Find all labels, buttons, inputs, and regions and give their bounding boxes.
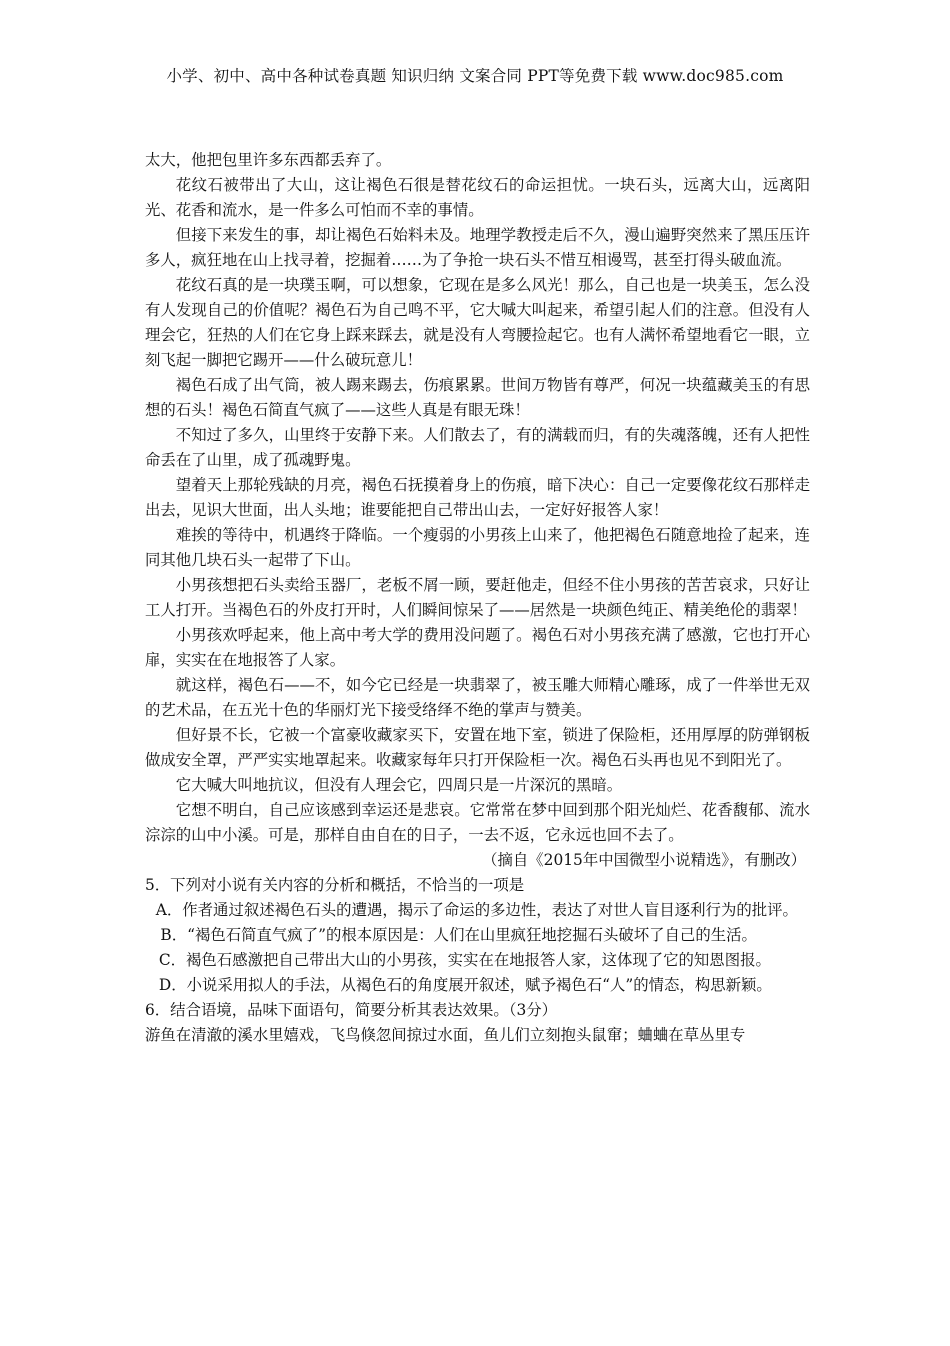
- story-paragraph: 花纹石真的是一块璞玉啊，可以想象，它现在是多么风光！那么，自己也是一块美玉，怎么没有人发现自己的价值呢？褐色石为自己鸣不平，它大喊大叫起来，希望引起人们的注意。但没有人理会它，狂热的人们在它身上踩来踩去，就是没有人弯腰捡起它。也有人满怀希望地看它一眼，立刻飞起一脚把它踢开——什么破玩意儿！: [145, 276, 810, 369]
- question-5-option-a: A．作者通过叙述褐色石头的遭遇，揭示了命运的多边性，表达了对世人盲目逐利行为的批评。: [155, 901, 798, 919]
- story-paragraph: 花纹石被带出了大山，这让褐色石很是替花纹石的命运担忧。一块石头，远离大山，远离阳光、花香和流水，是一件多么可怕而不幸的事情。: [145, 176, 810, 219]
- question-5-stem: 5．下列对小说有关内容的分析和概括，不恰当的一项是: [145, 876, 525, 894]
- story-paragraph: 太大，他把包里许多东西都丢弃了。: [145, 151, 392, 169]
- question-6-stem: 6．结合语境，品味下面语句，简要分析其表达效果。（3分）: [145, 1001, 558, 1019]
- story-paragraph: 就这样，褐色石——不，如今它已经是一块翡翠了，被玉雕大师精心雕琢，成了一件举世无双的艺术品，在五光十色的华丽灯光下接受络绎不绝的掌声与赞美。: [145, 676, 810, 719]
- story-paragraph: 褐色石成了出气筒，被人踢来踢去，伤痕累累。世间万物皆有尊严，何况一块蕴藏美玉的有思想的石头！褐色石简直气疯了——这些人真是有眼无珠！: [145, 376, 810, 419]
- question-5-option-d: D．小说采用拟人的手法，从褐色石的角度展开叙述，赋予褐色石“人”的情态，构思新颖。: [158, 976, 772, 994]
- story-paragraph: 但接下来发生的事，却让褐色石始料未及。地理学教授走后不久，漫山遍野突然来了黑压压许多人，疯狂地在山上找寻着，挖掘着……为了争抢一块石头不惜互相谩骂，甚至打得头破血流。: [145, 226, 810, 269]
- question-6-quote: 游鱼在清澈的溪水里嬉戏，飞鸟倏忽间掠过水面，鱼儿们立刻抱头鼠窜；蛐蛐在草丛里专: [145, 1026, 746, 1044]
- story-paragraph: 它想不明白，自己应该感到幸运还是悲哀。它常常在梦中回到那个阳光灿烂、花香馥郁、流水淙淙的山中小溪。可是，那样自由自在的日子，一去不返，它永远也回不去了。: [145, 801, 810, 844]
- story-paragraph: 但好景不长，它被一个富豪收藏家买下，安置在地下室，锁进了保险柜，还用厚厚的防弹钢板做成安全罩，严严实实地罩起来。收藏家每年只打开保险柜一次。褐色石头再也见不到阳光了。: [145, 726, 810, 769]
- story-paragraph: 小男孩欢呼起来，他上高中考大学的费用没问题了。褐色石对小男孩充满了感激，它也打开心扉，实实在在地报答了人家。: [145, 626, 810, 669]
- question-5-option-c: C．褐色石感激把自己带出大山的小男孩，实实在在地报答人家，这体现了它的知恩图报。: [158, 951, 771, 969]
- story-paragraph: 望着天上那轮残缺的月亮，褐色石抚摸着身上的伤痕，暗下决心：自己一定要像花纹石那样走出去，见识大世面，出人头地；谁要能把自己带出山去，一定好好报答人家！: [145, 476, 810, 519]
- story-paragraph: 不知过了多久，山里终于安静下来。人们散去了，有的满载而归，有的失魂落魄，还有人把性命丢在了山里，成了孤魂野鬼。: [145, 426, 810, 469]
- page-header: 小学、初中、高中各种试卷真题 知识归纳 文案合同 PPT等免费下载 www.doc985.com: [166, 67, 784, 85]
- story-paragraph: 它大喊大叫地抗议，但没有人理会它，四周只是一片深沉的黑暗。: [175, 776, 623, 794]
- document-body: [145, 148, 810, 1048]
- story-paragraph: 难挨的等待中，机遇终于降临。一个瘦弱的小男孩上山来了，他把褐色石随意地捡了起来，连同其他几块石头一起带了下山。: [145, 526, 810, 569]
- story-source: （摘自《2015年中国微型小说精选》，有删改）: [482, 851, 806, 869]
- question-5-option-b: B．“褐色石简直气疯了”的根本原因是：人们在山里疯狂地挖掘石头破坏了自己的生活。: [160, 926, 757, 944]
- story-paragraph: 小男孩想把石头卖给玉器厂，老板不屑一顾，要赶他走，但经不住小男孩的苦苦哀求，只好让工人打开。当褐色石的外皮打开时，人们瞬间惊呆了——居然是一块颜色纯正、精美绝伦的翡翠！: [145, 576, 810, 619]
